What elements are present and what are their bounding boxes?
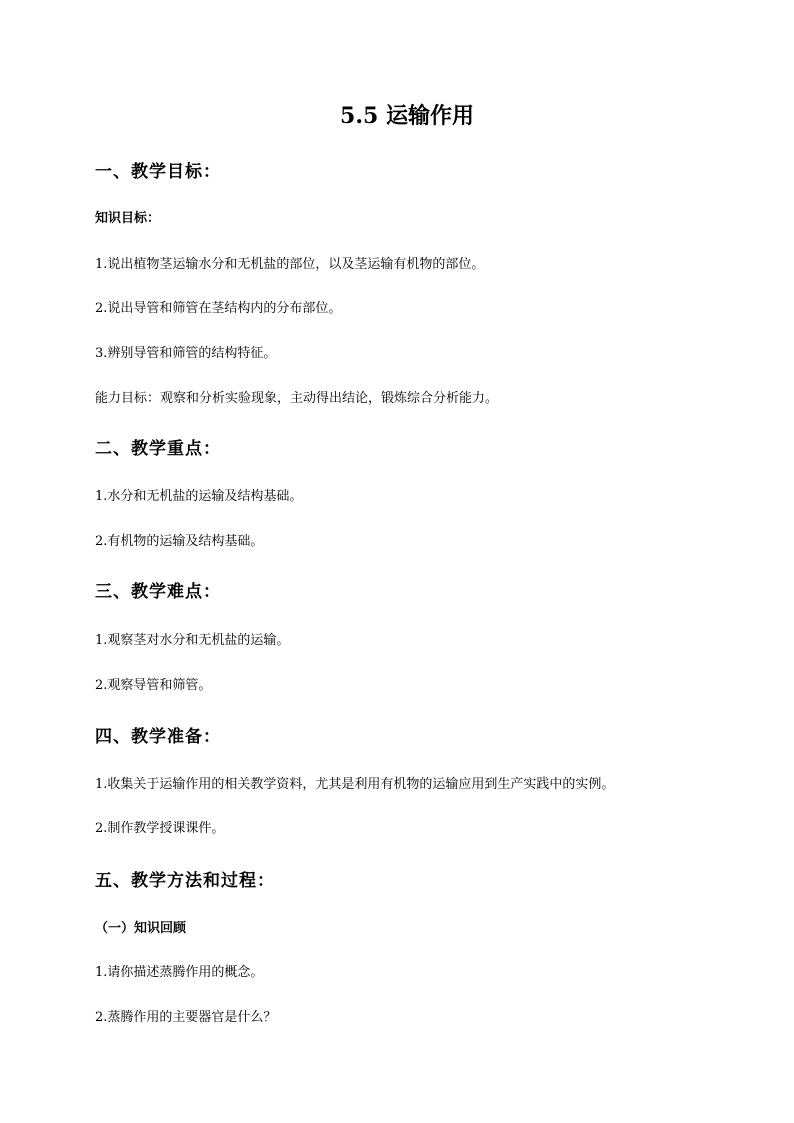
paragraph: 2.观察导管和筛管。 (95, 678, 212, 693)
page-title: 5.5 运输作用 (340, 103, 474, 129)
paragraph: 1.收集关于运输作用的相关教学资料，尤其是利用有机物的运输应用到生产实践中的实例。 (95, 777, 615, 792)
subheading-knowledge-objectives: 知识目标： (95, 211, 161, 226)
paragraph: 1.说出植物茎运输水分和无机盐的部位，以及茎运输有机物的部位。 (95, 257, 485, 272)
paragraph: 1.观察茎对水分和无机盐的运输。 (95, 633, 290, 648)
paragraph: 2.蒸腾作用的主要器官是什么？ (95, 1010, 277, 1025)
section-heading-difficulties: 三、教学难点： (95, 582, 221, 602)
paragraph: 1.请你描述蒸腾作用的概念。 (95, 965, 264, 980)
paragraph: 1.水分和无机盐的运输及结构基础。 (95, 489, 303, 504)
section-heading-key-points: 二、教学重点： (95, 439, 221, 459)
paragraph: 2.制作教学授课课件。 (95, 821, 225, 836)
subheading-review: （一）知识回顾 (95, 921, 187, 936)
paragraph: 能力目标：观察和分析实验现象，主动得出结论，锻炼综合分析能力。 (95, 391, 499, 406)
section-heading-preparation: 四、教学准备： (95, 727, 221, 747)
paragraph: 2.说出导管和筛管在茎结构内的分布部位。 (95, 301, 342, 316)
paragraph: 2.有机物的运输及结构基础。 (95, 534, 264, 549)
paragraph: 3.辨别导管和筛管的结构特征。 (95, 346, 277, 361)
section-heading-methods: 五、教学方法和过程： (95, 871, 275, 891)
section-heading-objectives: 一、教学目标： (95, 162, 221, 182)
